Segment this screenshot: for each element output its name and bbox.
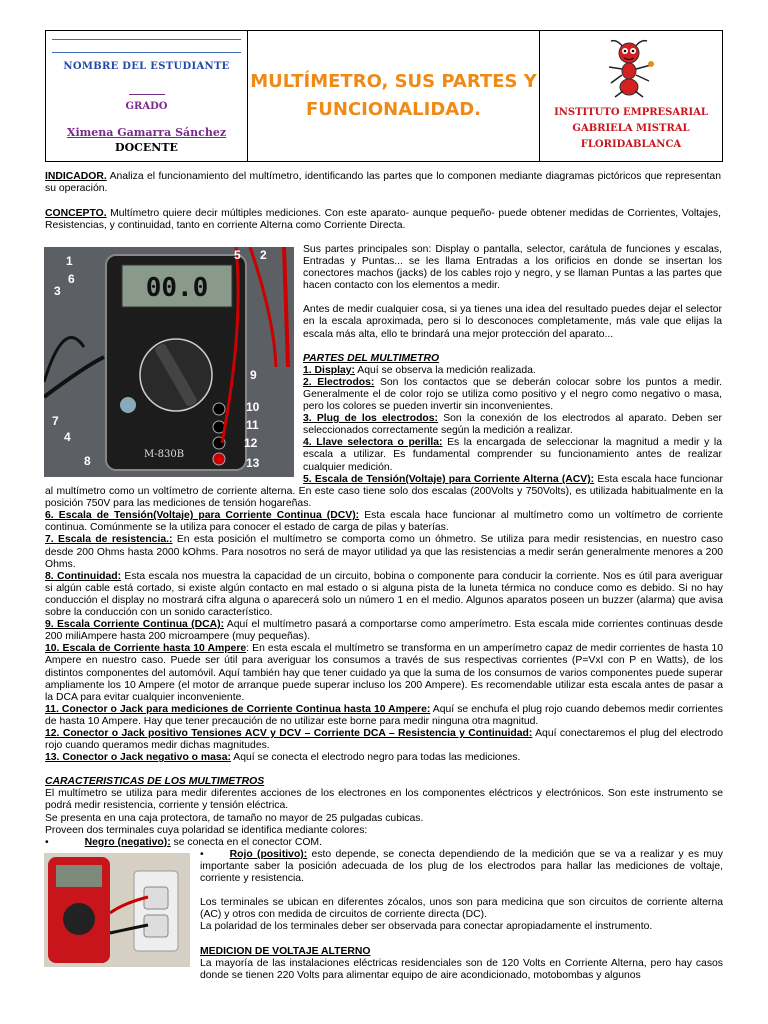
right-column: [303, 244, 722, 474]
callout-1: 1: [66, 254, 73, 268]
part-3-text: Son la conexión de los electrodos al aparato. Deben ser seleccionados correctamente según la medición a realizar.: [303, 413, 722, 437]
part-5-text: Esta escala hace funcionar al multímetro como un voltímetro de corriente alterna. En este caso tiene solo dos escalas (200Volts y 750Volts), es utilizada habitualmente en la posición 750V para las mediciones de tensión hogareñas.: [45, 474, 723, 510]
part-5-label: 5. Escala de Tensión(Voltaje) para Corriente Alterna (ACV):: [303, 474, 595, 485]
multimeter-illustration: [44, 247, 294, 477]
callout-3: 3: [54, 284, 61, 298]
callout-4: 4: [64, 430, 71, 444]
part-9-text: Aquí el multímetro pasará a comportarse como amperímetro. Esta escala mide corrientes continuas desde 200 miliAmpere hasta 200 microampere (muy pequeñas).: [45, 619, 723, 643]
meter-display-value: 00.0: [145, 273, 209, 303]
part-12: [45, 728, 723, 752]
part-5: [45, 474, 723, 510]
part-2: [303, 377, 722, 413]
title-line-2: FUNCIONALIDAD.: [306, 99, 481, 120]
student-info-cell: [46, 31, 248, 161]
callout-5: 5: [234, 248, 241, 262]
bullet-icon-2: •: [200, 849, 204, 860]
part-12-text: Aquí conectaremos el plug del electrodo rojo cuando queramos medir dichas magnitudes.: [45, 727, 723, 752]
part-3: [303, 413, 722, 437]
caract-paragraph-2: Se presenta en una caja protectora, de tamaño no mayor de 25 pulgadas cubicas.: [45, 812, 424, 824]
part-11-text: Aquí se enchufa el plug rojo cuando debemos medir corrientes de hasta 10 Ampere. Hay que tener precaución de no utilizar este borne para medir ninguna otra magnitud.: [45, 703, 723, 727]
teacher-name: Ximena Gamarra Sánchez: [66, 126, 227, 139]
callout-11: 11: [246, 418, 259, 432]
part-9: [45, 619, 723, 643]
institution-line-3: FLORIDABLANCA: [580, 139, 682, 150]
part-10-label: 10. Escala de Corriente hasta 10 Ampere: [45, 643, 247, 655]
medicion-paragraph: La mayoría de las instalaciones eléctricas residenciales son de 120 Volts en Corriente Alterna, pero hay casos donde se tienen 220 Volts para alimentar equipo de aire acondicionado, motobombas y algunos: [200, 957, 723, 981]
part-7: [45, 534, 723, 570]
part-8-label: 8. Continuidad:: [45, 570, 122, 582]
header-table: [45, 30, 723, 162]
intro-paragraph-2: Antes de medir cualquier cosa, si ya tienes una idea del resultado puedes dejar el selector en la escala aproximada, pero si lo desconoces completamente, más vale que elijas la escala más alta, ello te brindará una mejor protección del aparato...: [303, 304, 722, 340]
callout-13: 13: [246, 456, 260, 470]
part-12-label: 12. Conector o Jack positivo Tensiones ACV y DCV – Corriente DCA – Resistencia y Continuidad:: [45, 727, 533, 739]
tester-illustration: [44, 853, 190, 967]
intro-paragraph-1: Sus partes principales son: Display o pantalla, selector, carátula de funciones y escalas, Entradas y Puntas... se les llama Entradas a los orificios en donde se insertan los conectores machos (jacks) de los cables rojo y negro, y se llaman Puntas a las partes que hacen contacto con los elementos a medir.: [303, 244, 722, 292]
tester-outlet-image: [44, 853, 190, 967]
part-1-label: 1. Display:: [303, 364, 355, 376]
concepto-paragraph: [45, 208, 721, 232]
institution-name: [554, 105, 708, 153]
part-8: [45, 571, 723, 619]
part-6: [45, 510, 723, 534]
ant-mascot-icon: [601, 37, 661, 99]
grade-label: GRADO: [125, 101, 168, 112]
page-title: [250, 68, 537, 124]
institution-line-1: INSTITUTO EMPRESARIAL: [554, 107, 708, 118]
bullet-rojo: [200, 849, 723, 885]
part-2-label: 2. Electrodos:: [303, 376, 375, 388]
indicador-paragraph: [45, 171, 721, 195]
caract-paragraph-3: Proveen dos terminales cuya polaridad se identifica mediante colores:: [45, 824, 368, 836]
title-line-1: MULTÍMETRO, SUS PARTES Y: [250, 71, 537, 92]
rojo-label: Rojo (positivo):: [229, 849, 308, 860]
meter-model-label: M-830B: [144, 449, 185, 460]
institution-cell: [540, 31, 722, 161]
callout-12: 12: [244, 436, 258, 450]
part-6-label: 6. Escala de Tensión(Voltaje) para Corriente Continua (DCV):: [45, 510, 360, 522]
part-9-label: 9. Escala Corriente Continua (DCA):: [45, 619, 225, 631]
partes-heading: PARTES DEL MULTIMETRO: [303, 352, 440, 364]
part-4-label: 4. Llave selectora o perilla:: [303, 437, 443, 449]
caracteristicas-heading: CARACTERISTICAS DE LOS MULTIMETROS: [45, 776, 265, 788]
student-name-line-2: [52, 52, 241, 53]
full-width-body: [45, 474, 723, 849]
callout-10: 10: [246, 400, 260, 414]
callout-2: 2: [260, 248, 267, 262]
callout-7: 7: [52, 414, 59, 428]
rojo-text: esto depende, se conecta dependiendo de la medición que se va a realizar y es muy importante saber la posición adecuada de los plug de los electrodos para hallar las mediciones de voltaje, corriente y resistencia.: [200, 849, 723, 885]
part-13-text: Aquí se conecta el electrodo negro para todas las mediciones.: [230, 752, 521, 764]
medicion-heading: MEDICION DE VOLTAJE ALTERNO: [200, 945, 371, 957]
part-4: [303, 437, 722, 473]
negro-label: Negro (negativo):: [84, 836, 171, 848]
part-11-label: 11. Conector o Jack para mediciones de Corriente Continua hasta 10 Ampere:: [45, 703, 431, 715]
part-7-text: En esta posición el multímetro se comporta como un óhmetro. Se utiliza para medir resistencias, en nuestro caso desde 200 Ohms hasta 2000 kOhms. Para nosotros no será de mayor utilidad ya que las resistencias a medir serán generalmente menores a 200 Ohms.: [45, 534, 723, 570]
part-7-label: 7. Escala de resistencia.:: [45, 534, 173, 546]
student-name-line: [52, 39, 241, 40]
bullet-icon: •: [45, 836, 49, 848]
part-13: [45, 752, 723, 764]
terminales-paragraph: Los terminales se ubican en diferentes zócalos, unos son para medicina que son circuitos de corriente alterna (AC) y otros con medida de circuitos de corriente directa (DC).: [200, 897, 723, 921]
indicador-label: INDICADOR.: [45, 171, 107, 182]
part-13-label: 13. Conector o Jack negativo o masa:: [45, 752, 231, 764]
part-1-text: Aquí se observa la medición realizada.: [354, 364, 536, 376]
grade-line: [129, 94, 165, 95]
concepto-label: CONCEPTO.: [45, 208, 107, 219]
institution-line-2: GABRIELA MISTRAL: [572, 123, 690, 134]
title-cell: [248, 31, 540, 161]
multimeter-diagram-image: [44, 247, 294, 477]
part-1: [303, 365, 722, 377]
part-3-label: 3. Plug de los electrodos:: [303, 413, 439, 425]
lower-right-text: [200, 849, 723, 982]
caract-paragraph-1: El multímetro se utiliza para medir diferentes acciones de los electrones en los componentes eléctricos y electrónicos. Son este instrumento se podrá medir resistencia, corriente y tensión eléctrica.: [45, 788, 723, 812]
polaridad-paragraph: La polaridad de los terminales deber ser observada para conectar apropiadamente el instrumento.: [200, 921, 653, 933]
part-8-text: Esta escala nos muestra la capacidad de un circuito, bobina o componente para conducir la corriente. Nos es útil para averiguar si algún cable está cortado, si existe algún contacto en mal estado o si alguna pista de la luneta térmica no conduce como es debido. Si no hay conducción el display no mostrará cifra alguna o aparecerá solo un número 1 en el medio. Algunos aparatos poseen un buzzer (alarma) que avisa sobre la conducción con un sonido característico.: [45, 570, 723, 619]
part-10: [45, 643, 723, 703]
student-label: NOMBRE DEL ESTUDIANTE: [63, 61, 230, 72]
part-11: [45, 704, 723, 728]
callout-6: 6: [68, 272, 75, 286]
callout-8: 8: [84, 454, 91, 468]
concepto-text: Multímetro quiere decir múltiples mediciones. Con este aparato- aunque pequeño- puede obtener medidas de Corrientes, Voltajes, Resistencias, y continuidad, tanto en corriente Alterna como Corriente Directa.: [45, 208, 721, 232]
teacher-label: DOCENTE: [115, 141, 178, 154]
negro-text: se conecta en el conector COM.: [170, 836, 322, 848]
part-4-text: Es la encargada de seleccionar la magnitud a medir y la escala a utilizar. Es fundamental comprender su funcionamiento antes de realizar cualquier medición.: [303, 437, 722, 473]
part-10-text: : En esta escala el multímetro se transforma en un amperímetro capaz de medir corrientes de hasta 10 Ampere en nuestro caso. Puede ser útil para averiguar los consumos a través de sus respectivas corrientes (P=VxI con P en Watts), de los distintos componentes del automóvil. Aquí también hay que tener cuidado ya que la suma de los consumos de varios componentes puede superar ampliamente los 10 Ampere (el motor de arranque puede superar incluso los 200 Ampere). Es recomendable utilizar esta escala antes de pasar a la DCA para evitar cualquier inconveniente.: [45, 643, 723, 703]
callout-9: 9: [250, 368, 257, 382]
part-6-text: Esta escala hace funcionar al multímetro como un voltímetro de corriente continua. Comúnmente se la utiliza para conocer el estado de carga de pilas y baterías.: [45, 510, 724, 534]
bullet-negro: [45, 837, 723, 849]
indicador-text: Analiza el funcionamiento del multímetro, identificando las partes que lo componen mediante diagramas pictóricos que representan su operación.: [45, 171, 721, 195]
part-2-text: Son los contactos que se deberán colocar sobre los puntos a medir. Generalmente el de color rojo se utiliza como positivo y el negro como negativo o masa, pero los colores se pueden invertir sin inconvenientes.: [303, 376, 722, 413]
